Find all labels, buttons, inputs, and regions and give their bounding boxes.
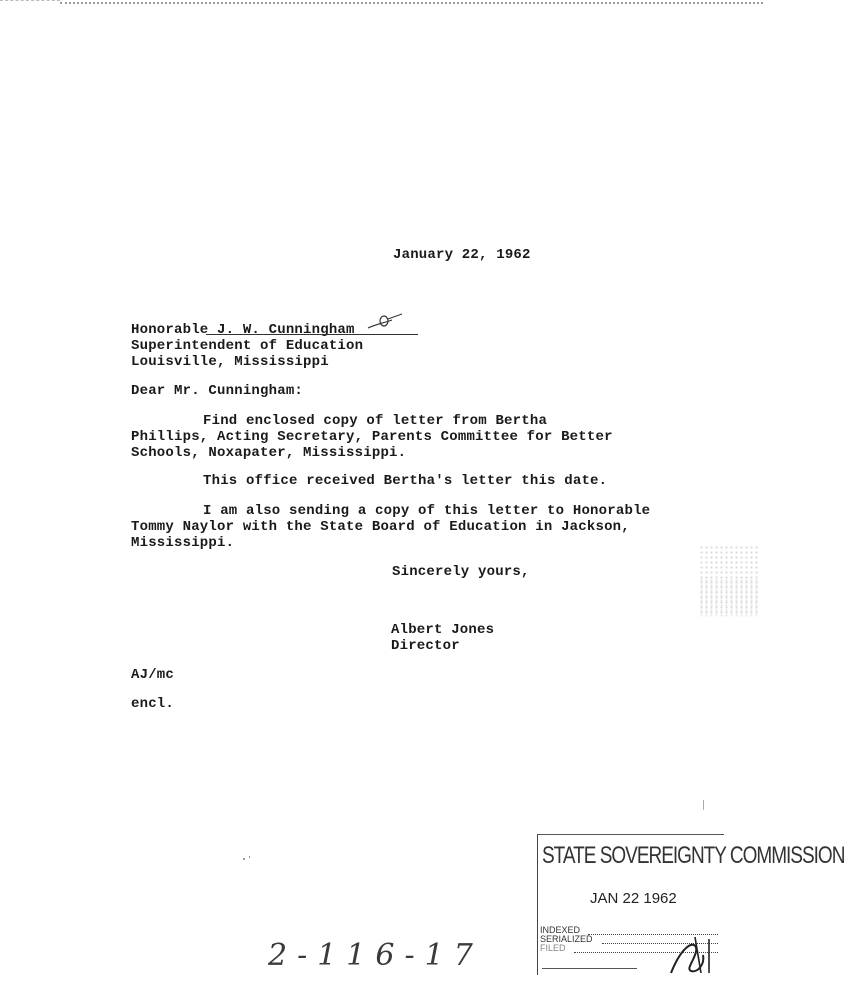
letter-date: January 22, 1962 <box>393 247 531 263</box>
enclosure-note: encl. <box>131 696 175 712</box>
paragraph-1-line-1: Find enclosed copy of letter from Bertha <box>203 413 548 429</box>
signature-title: Director <box>391 638 460 654</box>
closing: Sincerely yours, <box>392 564 530 580</box>
stamp-field-filed: FILED <box>540 943 566 953</box>
paragraph-3-line-1: I am also sending a copy of this letter to Honorable <box>203 503 651 519</box>
paper-speck <box>249 856 250 858</box>
salutation: Dear Mr. Cunningham: <box>131 383 304 399</box>
stamp-field-indexed: INDEXED <box>540 925 581 935</box>
stamp-field-serialized: SERIALIZED <box>540 934 593 944</box>
typist-initials: AJ/mc <box>131 667 175 683</box>
recipient-prefix: Honorable <box>131 322 218 338</box>
recipient-line-2: Superintendent of Education <box>131 338 364 354</box>
recipient-name: J. W. Cunningham <box>217 322 355 338</box>
signature-name: Albert Jones <box>391 622 495 638</box>
stamp-date: JAN 22 1962 <box>590 890 677 907</box>
paragraph-1-line-2: Phillips, Acting Secretary, Parents Committee for Better <box>131 429 613 445</box>
pen-check-mark-icon <box>366 312 406 334</box>
stamp-bottom-line <box>542 968 637 969</box>
handwritten-initials-icon <box>665 935 720 975</box>
page-edge-top-left <box>0 0 60 1</box>
page-edge-top <box>60 2 763 4</box>
recipient-line-3: Louisville, Mississippi <box>131 354 329 370</box>
paper-speck <box>243 858 245 860</box>
paragraph-3-line-3: Mississippi. <box>131 535 235 551</box>
handwritten-file-number: 2-116-17 <box>268 938 483 973</box>
name-underline-mark <box>206 334 418 335</box>
paragraph-1-line-3: Schools, Noxapater, Mississippi. <box>131 445 407 461</box>
paragraph-3-line-2: Tommy Naylor with the State Board of Education in Jackson, <box>131 519 630 535</box>
paragraph-2: This office received Bertha's letter this date. <box>203 473 608 489</box>
received-stamp <box>537 834 844 975</box>
paper-speck <box>703 800 704 810</box>
scan-artifact <box>699 578 759 618</box>
stamp-title: STATE SOVEREIGNTY COMMISSION <box>542 843 844 870</box>
recipient-line-1 <box>131 322 355 338</box>
